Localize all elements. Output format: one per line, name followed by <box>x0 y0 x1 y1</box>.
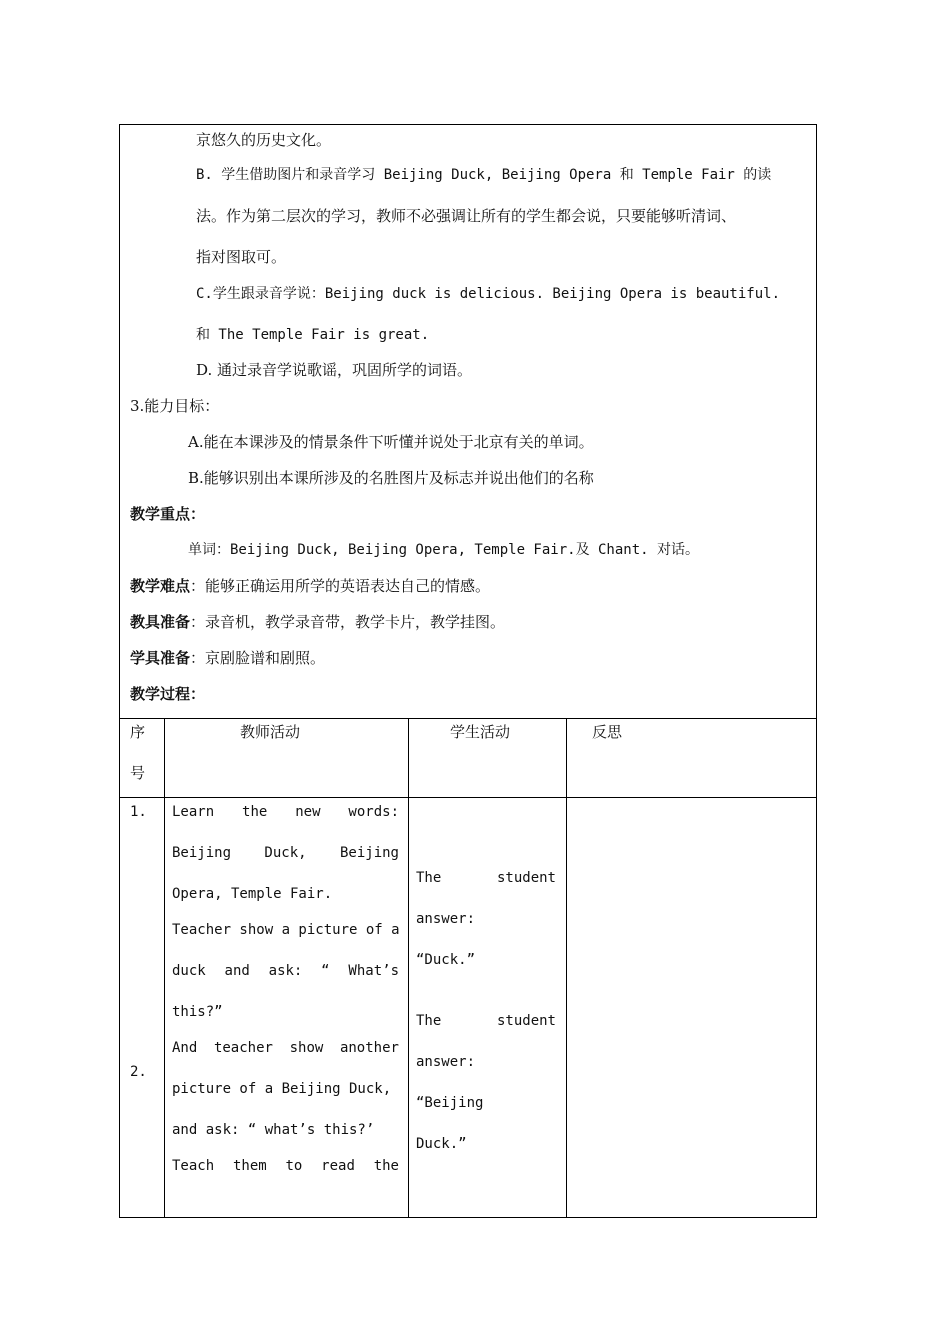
teacher-line-10 <box>172 1156 399 1176</box>
student-block2-line1 <box>416 1011 556 1031</box>
word: read <box>321 1158 355 1174</box>
word: Teach <box>172 1158 215 1174</box>
word: Duck, <box>264 845 307 861</box>
student-block2-line4: Duck.” <box>416 1136 467 1152</box>
teacher-line-3: Opera, Temple Fair. <box>172 886 333 902</box>
student-block2-line3: “Beijing <box>416 1095 484 1111</box>
header-student-activity: 学生活动 <box>450 723 511 741</box>
key-points-content: 单词：Beijing Duck, Beijing Opera, Temple Fair.及 Chant. 对话。 <box>188 542 700 558</box>
header-no-1: 序 <box>130 723 146 741</box>
word: words: <box>348 804 399 820</box>
ability-a: A.能在本课涉及的情景条件下听懂并说处于北京有关的单词。 <box>188 433 594 451</box>
intro-line-4: 指对图取可。 <box>196 248 287 266</box>
header-no-2: 号 <box>130 764 146 782</box>
word: them <box>232 1158 267 1174</box>
teacher-tools-text: ：录音机，教学录音带，教学卡片，教学挂图。 <box>190 613 506 631</box>
difficulty-text: ：能够正确运用所学的英语表达自己的情感。 <box>190 577 491 595</box>
word: Beijing <box>172 845 232 861</box>
teacher-line-9: and ask: “ what’s this?’ <box>172 1122 375 1138</box>
word: Learn <box>172 804 215 820</box>
word: duck <box>172 963 206 979</box>
teacher-line-6: this?” <box>172 1004 223 1020</box>
teacher-line-5 <box>172 961 399 981</box>
difficulty-line <box>130 576 490 596</box>
word: student <box>496 1013 556 1029</box>
key-points-heading: 教学重点： <box>130 505 206 523</box>
intro-line-5: C.学生跟录音学说：Beijing duck is delicious. Beijing Opera is beautiful. <box>196 286 781 302</box>
word: teacher <box>213 1040 273 1056</box>
table-top-border <box>120 718 816 719</box>
word: The <box>416 1013 442 1029</box>
row-number-2: 2. <box>130 1064 147 1080</box>
intro-line-7: D. 通过录音学说歌谣，巩固所学的词语。 <box>196 361 473 379</box>
row-number-1: 1. <box>130 804 147 820</box>
teacher-line-2 <box>172 843 399 863</box>
word: ask: <box>268 963 303 979</box>
student-block1-line1 <box>416 868 556 888</box>
ability-b: B.能够识别出本课所涉及的名胜图片及标志并说出他们的名称 <box>188 469 594 487</box>
teacher-line-4: Teacher show a picture of a <box>172 922 400 938</box>
header-teacher-activity: 教师活动 <box>240 723 301 741</box>
intro-line-2: B. 学生借助图片和录音学习 Beijing Duck, Beijing Opera 和 Temple Fair 的读 <box>196 167 772 183</box>
student-block1-line2: answer: <box>416 911 476 927</box>
intro-line-1: 京悠久的历史文化。 <box>196 131 332 149</box>
word: to <box>285 1158 303 1174</box>
table-col-divider-1 <box>164 718 165 1218</box>
student-tools-line <box>130 648 325 668</box>
teacher-line-1 <box>172 802 399 822</box>
student-block2-line2: answer: <box>416 1054 476 1070</box>
student-tools-text: ：京剧脸谱和剧照。 <box>190 649 326 667</box>
document-frame <box>119 124 817 1218</box>
table-col-divider-2 <box>408 718 409 1218</box>
table-col-divider-3 <box>566 718 567 1218</box>
student-tools-label: 学具准备 <box>130 649 191 667</box>
teacher-tools-label: 教具准备 <box>130 613 191 631</box>
word: What’s <box>348 963 399 979</box>
word: another <box>339 1040 399 1056</box>
word: And <box>172 1040 198 1056</box>
word: the <box>373 1158 399 1174</box>
student-block1-line3: “Duck.” <box>416 952 476 968</box>
intro-line-3: 法。作为第二层次的学习，教师不必强调让所有的学生都会说，只要能够听清词、 <box>196 207 737 225</box>
teacher-tools-line <box>130 612 505 632</box>
difficulty-label: 教学难点 <box>130 577 191 595</box>
word: “ <box>321 963 330 979</box>
ability-heading: 3.能力目标： <box>130 397 220 415</box>
intro-line-6: 和 The Temple Fair is great. <box>196 327 430 343</box>
header-reflection: 反思 <box>592 723 623 741</box>
word: show <box>289 1040 324 1056</box>
word: student <box>496 870 556 886</box>
teacher-line-7 <box>172 1038 399 1058</box>
process-heading: 教学过程： <box>130 685 206 703</box>
word: the <box>242 804 268 820</box>
word: new <box>295 804 321 820</box>
word: and <box>224 963 250 979</box>
table-header-bottom-border <box>120 797 816 798</box>
word: The <box>416 870 442 886</box>
teacher-line-8: picture of a Beijing Duck, <box>172 1081 392 1097</box>
word: Beijing <box>339 845 399 861</box>
